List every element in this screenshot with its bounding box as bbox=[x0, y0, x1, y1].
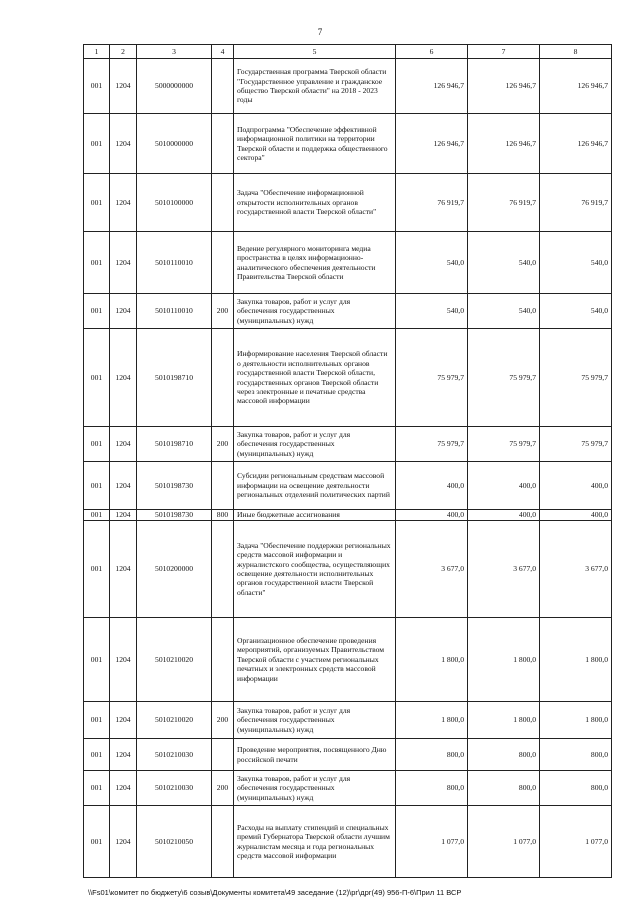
target-article: 5010100000 bbox=[137, 174, 212, 232]
amount-col7: 800,0 bbox=[468, 739, 540, 771]
table-row bbox=[84, 462, 612, 510]
section-code: 1204 bbox=[110, 702, 137, 739]
row-description: Организационное обеспечение проведения мероприятий, организуемых Правительством Тверской области с участием региональных печатных и электронных средств массовой информации bbox=[234, 618, 396, 702]
amount-col6: 126 946,7 bbox=[396, 59, 468, 114]
expense-type bbox=[212, 329, 234, 427]
admin-code: 001 bbox=[84, 739, 110, 771]
table-row bbox=[84, 806, 612, 878]
admin-code: 001 bbox=[84, 702, 110, 739]
section-code: 1204 bbox=[110, 114, 137, 174]
row-description: Подпрограмма "Обеспечение эффективной информационной политики на территории Тверской области и поддержка общественного сектора" bbox=[234, 114, 396, 174]
expense-type: 200 bbox=[212, 702, 234, 739]
amount-col6: 75 979,7 bbox=[396, 427, 468, 462]
header-row bbox=[84, 45, 612, 59]
target-article: 5010198710 bbox=[137, 329, 212, 427]
table-row bbox=[84, 427, 612, 462]
amount-col8: 540,0 bbox=[540, 294, 612, 329]
amount-col7: 540,0 bbox=[468, 294, 540, 329]
section-code: 1204 bbox=[110, 739, 137, 771]
footer-file-path: \\Fs01\комитет по бюджету\6 созыв\Документы комитета\49 заседание (12)\рг\дрг(49) 956-П-6\Прил 11 ВСР bbox=[88, 888, 462, 897]
amount-col7: 400,0 bbox=[468, 462, 540, 510]
amount-col8: 540,0 bbox=[540, 232, 612, 294]
target-article: 5010000000 bbox=[137, 114, 212, 174]
admin-code: 001 bbox=[84, 294, 110, 329]
admin-code: 001 bbox=[84, 521, 110, 618]
row-description: Проведение мероприятия, посвященного Дню российской печати bbox=[234, 739, 396, 771]
section-code: 1204 bbox=[110, 618, 137, 702]
row-description: Закупка товаров, работ и услуг для обеспечения государственных (муниципальных) нужд bbox=[234, 427, 396, 462]
row-description: Государственная программа Тверской области "Государственное управление и гражданское общество Тверской области" на 2018 - 2023 годы bbox=[234, 59, 396, 114]
admin-code: 001 bbox=[84, 510, 110, 521]
header-cell: 6 bbox=[396, 45, 468, 59]
header-cell: 2 bbox=[110, 45, 137, 59]
target-article: 5010198710 bbox=[137, 427, 212, 462]
target-article: 5010210050 bbox=[137, 806, 212, 878]
expense-type bbox=[212, 462, 234, 510]
amount-col6: 126 946,7 bbox=[396, 114, 468, 174]
amount-col6: 400,0 bbox=[396, 510, 468, 521]
amount-col6: 76 919,7 bbox=[396, 174, 468, 232]
target-article: 5010210020 bbox=[137, 702, 212, 739]
admin-code: 001 bbox=[84, 462, 110, 510]
section-code: 1204 bbox=[110, 329, 137, 427]
amount-col7: 1 077,0 bbox=[468, 806, 540, 878]
table-row bbox=[84, 294, 612, 329]
admin-code: 001 bbox=[84, 618, 110, 702]
amount-col7: 400,0 bbox=[468, 510, 540, 521]
amount-col6: 1 800,0 bbox=[396, 702, 468, 739]
amount-col8: 3 677,0 bbox=[540, 521, 612, 618]
section-code: 1204 bbox=[110, 294, 137, 329]
amount-col6: 3 677,0 bbox=[396, 521, 468, 618]
amount-col7: 540,0 bbox=[468, 232, 540, 294]
table-row bbox=[84, 510, 612, 521]
admin-code: 001 bbox=[84, 59, 110, 114]
section-code: 1204 bbox=[110, 59, 137, 114]
admin-code: 001 bbox=[84, 427, 110, 462]
amount-col8: 800,0 bbox=[540, 739, 612, 771]
expense-type bbox=[212, 114, 234, 174]
amount-col7: 75 979,7 bbox=[468, 427, 540, 462]
expense-type bbox=[212, 521, 234, 618]
section-code: 1204 bbox=[110, 462, 137, 510]
row-description: Информирование населения Тверской области о деятельности исполнительных органов государственной власти Тверской области, государственных органов Тверской области через электронные и печатные средства массовой информации bbox=[234, 329, 396, 427]
target-article: 5010198730 bbox=[137, 462, 212, 510]
amount-col6: 540,0 bbox=[396, 232, 468, 294]
table-row bbox=[84, 739, 612, 771]
amount-col7: 126 946,7 bbox=[468, 59, 540, 114]
target-article: 5010198730 bbox=[137, 510, 212, 521]
table-row bbox=[84, 771, 612, 806]
amount-col8: 76 919,7 bbox=[540, 174, 612, 232]
table-row bbox=[84, 232, 612, 294]
header-cell: 8 bbox=[540, 45, 612, 59]
amount-col8: 75 979,7 bbox=[540, 427, 612, 462]
amount-col7: 1 800,0 bbox=[468, 618, 540, 702]
amount-col8: 126 946,7 bbox=[540, 59, 612, 114]
expense-type bbox=[212, 618, 234, 702]
amount-col7: 75 979,7 bbox=[468, 329, 540, 427]
header-cell: 3 bbox=[137, 45, 212, 59]
section-code: 1204 bbox=[110, 232, 137, 294]
section-code: 1204 bbox=[110, 521, 137, 618]
section-code: 1204 bbox=[110, 427, 137, 462]
page-number: 7 bbox=[317, 27, 323, 37]
target-article: 5010210020 bbox=[137, 618, 212, 702]
target-article: 5010200000 bbox=[137, 521, 212, 618]
target-article: 5010210030 bbox=[137, 739, 212, 771]
admin-code: 001 bbox=[84, 329, 110, 427]
amount-col6: 800,0 bbox=[396, 771, 468, 806]
target-article: 5010210030 bbox=[137, 771, 212, 806]
row-description: Задача "Обеспечение информационной открытости исполнительных органов государственной власти Тверской области" bbox=[234, 174, 396, 232]
amount-col8: 800,0 bbox=[540, 771, 612, 806]
admin-code: 001 bbox=[84, 771, 110, 806]
header-cell: 5 bbox=[234, 45, 396, 59]
table-row bbox=[84, 702, 612, 739]
section-code: 1204 bbox=[110, 510, 137, 521]
budget-table bbox=[83, 44, 612, 878]
section-code: 1204 bbox=[110, 806, 137, 878]
table-row bbox=[84, 329, 612, 427]
expense-type bbox=[212, 232, 234, 294]
admin-code: 001 bbox=[84, 114, 110, 174]
target-article: 5000000000 bbox=[137, 59, 212, 114]
amount-col6: 800,0 bbox=[396, 739, 468, 771]
header-cell: 1 bbox=[84, 45, 110, 59]
amount-col6: 75 979,7 bbox=[396, 329, 468, 427]
amount-col6: 1 077,0 bbox=[396, 806, 468, 878]
header-cell: 7 bbox=[468, 45, 540, 59]
expense-type bbox=[212, 59, 234, 114]
row-description: Расходы на выплату стипендий и специальных премий Губернатора Тверской области лучшим журналистам месяца и года региональных средств массовой информации bbox=[234, 806, 396, 878]
expense-type: 200 bbox=[212, 294, 234, 329]
amount-col7: 76 919,7 bbox=[468, 174, 540, 232]
target-article: 5010110010 bbox=[137, 294, 212, 329]
expense-type bbox=[212, 806, 234, 878]
amount-col7: 3 677,0 bbox=[468, 521, 540, 618]
expense-type bbox=[212, 174, 234, 232]
target-article: 5010110010 bbox=[137, 232, 212, 294]
amount-col7: 1 800,0 bbox=[468, 702, 540, 739]
amount-col8: 75 979,7 bbox=[540, 329, 612, 427]
expense-type: 200 bbox=[212, 771, 234, 806]
amount-col8: 400,0 bbox=[540, 510, 612, 521]
table-row bbox=[84, 59, 612, 114]
amount-col8: 1 077,0 bbox=[540, 806, 612, 878]
table-row bbox=[84, 521, 612, 618]
amount-col8: 400,0 bbox=[540, 462, 612, 510]
row-description: Закупка товаров, работ и услуг для обеспечения государственных (муниципальных) нужд bbox=[234, 294, 396, 329]
amount-col7: 800,0 bbox=[468, 771, 540, 806]
row-description: Закупка товаров, работ и услуг для обеспечения государственных (муниципальных) нужд bbox=[234, 771, 396, 806]
admin-code: 001 bbox=[84, 806, 110, 878]
amount-col8: 1 800,0 bbox=[540, 702, 612, 739]
amount-col8: 1 800,0 bbox=[540, 618, 612, 702]
table-row bbox=[84, 174, 612, 232]
amount-col6: 540,0 bbox=[396, 294, 468, 329]
table-row bbox=[84, 618, 612, 702]
admin-code: 001 bbox=[84, 174, 110, 232]
section-code: 1204 bbox=[110, 771, 137, 806]
amount-col6: 400,0 bbox=[396, 462, 468, 510]
row-description: Задача "Обеспечение поддержки региональных средств массовой информации и журналистского сообщества, осуществляющих освещение деятельности исполнительных органов государственной власти Тверской области" bbox=[234, 521, 396, 618]
row-description: Иные бюджетные ассигнования bbox=[234, 510, 396, 521]
expense-type: 800 bbox=[212, 510, 234, 521]
row-description: Закупка товаров, работ и услуг для обеспечения государственных (муниципальных) нужд bbox=[234, 702, 396, 739]
section-code: 1204 bbox=[110, 174, 137, 232]
row-description: Субсидии региональным средствам массовой информации на освещение деятельности региональных отделений политических партий bbox=[234, 462, 396, 510]
row-description: Ведение регулярного мониторинга медиа пространства в целях информационно-аналитического обеспечения деятельности Правительства Тверской области bbox=[234, 232, 396, 294]
admin-code: 001 bbox=[84, 232, 110, 294]
header-cell: 4 bbox=[212, 45, 234, 59]
expense-type: 200 bbox=[212, 427, 234, 462]
amount-col7: 126 946,7 bbox=[468, 114, 540, 174]
table-row bbox=[84, 114, 612, 174]
amount-col6: 1 800,0 bbox=[396, 618, 468, 702]
expense-type bbox=[212, 739, 234, 771]
amount-col8: 126 946,7 bbox=[540, 114, 612, 174]
